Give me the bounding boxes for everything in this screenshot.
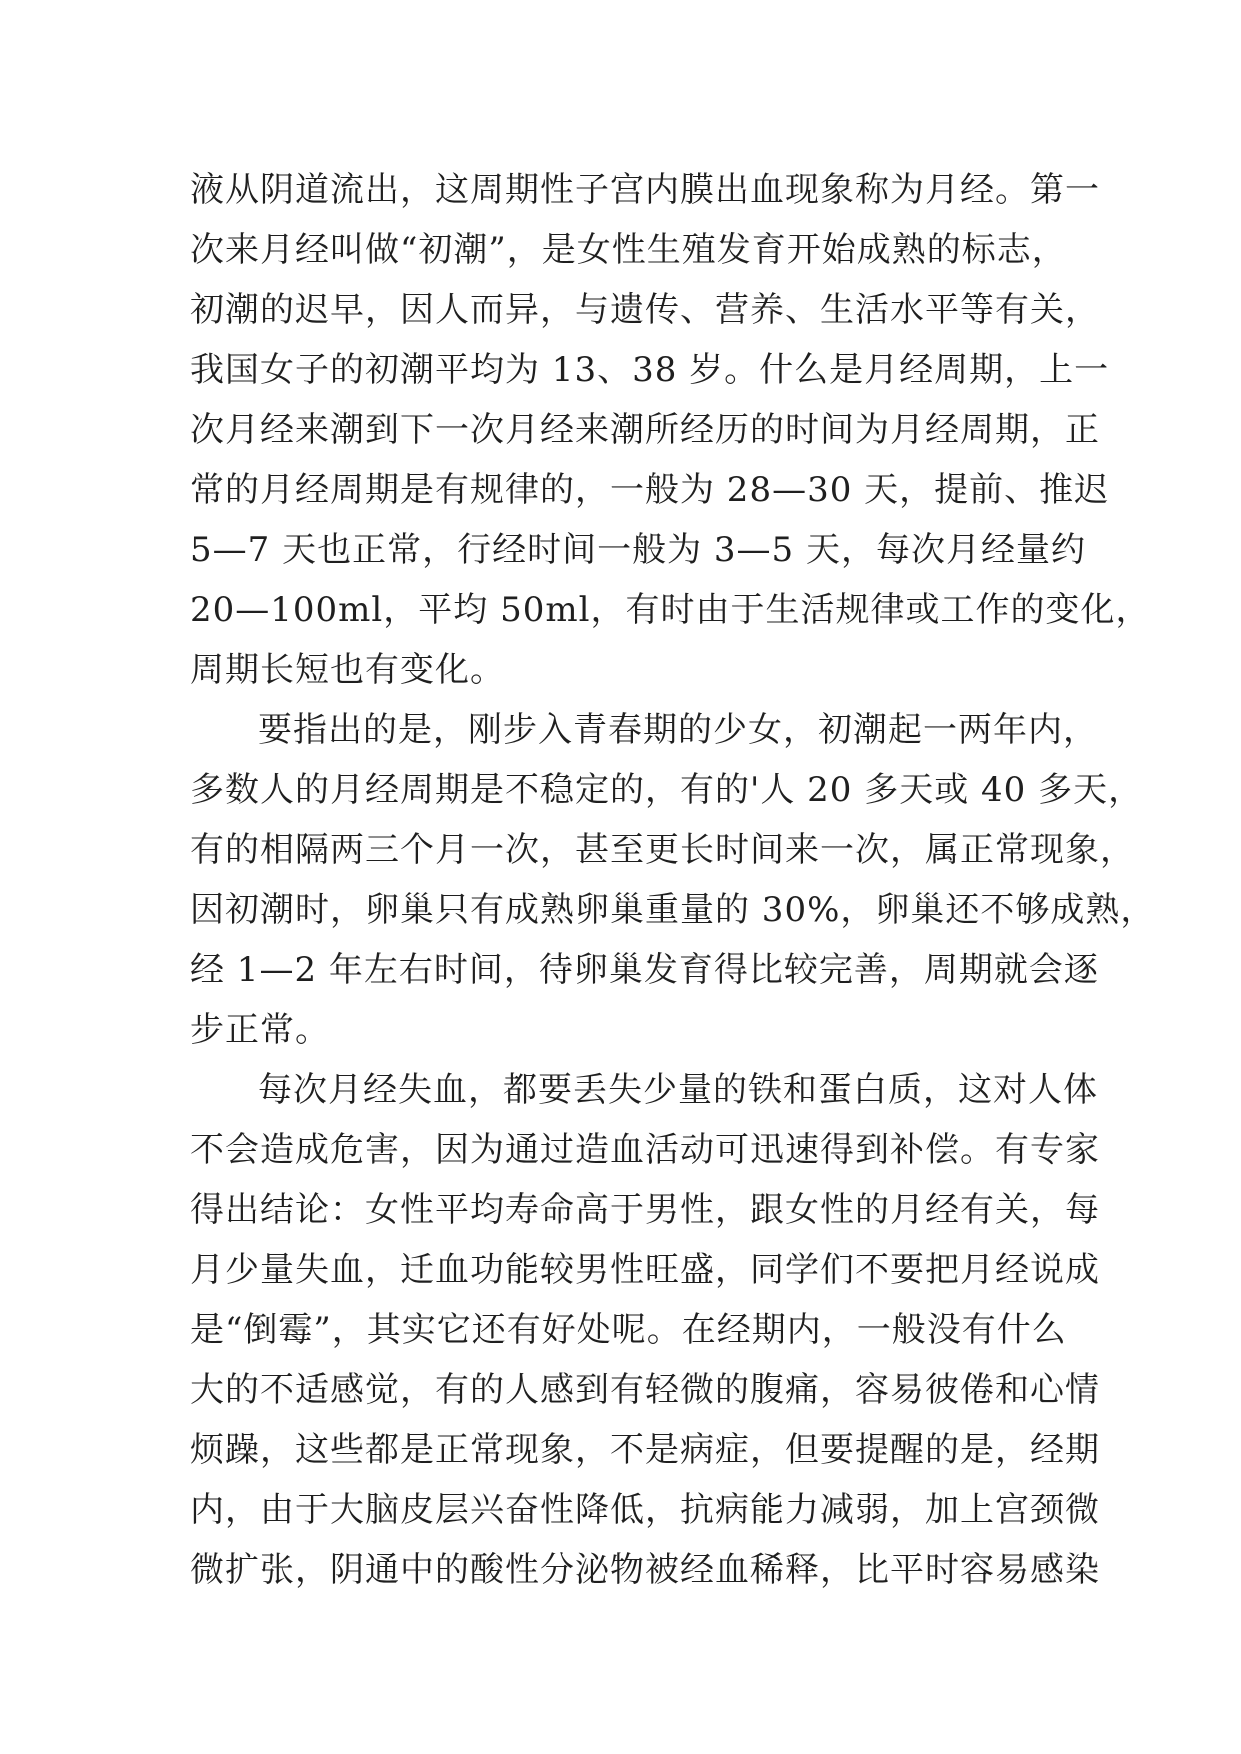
text-line: 是“倒霉”，其实它还有好处呢。在经期内，一般没有什么: [190, 1310, 1067, 1350]
text-line: 烦躁，这些都是正常现象，不是病症，但要提醒的是，经期: [190, 1430, 1100, 1470]
text-line: 经 1—2 年左右时间，待卵巢发育得比较完善，周期就会逐: [190, 950, 1099, 990]
text-line: 月少量失血，迁血功能较男性旺盛，同学们不要把月经说成: [190, 1250, 1100, 1290]
text-line: 大的不适感觉，有的人感到有轻微的腹痛，容易彼倦和心情: [190, 1370, 1100, 1410]
text-line: 初潮的迟早，因人而异，与遗传、营养、生活水平等有关，: [190, 290, 1100, 330]
text-line: 次月经来潮到下一次月经来潮所经历的时间为月经周期，正: [190, 410, 1100, 450]
text-line: 不会造成危害，因为通过造血活动可迅速得到补偿。有专家: [190, 1130, 1100, 1170]
text-line: 步正常。: [190, 1010, 330, 1050]
text-line: 因初潮时，卵巢只有成熟卵巢重量的 30%，卵巢还不够成熟，: [190, 890, 1156, 930]
text-line: 我国女子的初潮平均为 13、38 岁。什么是月经周期，上一: [190, 350, 1110, 390]
paragraph-first-line: 要指出的是，刚步入青春期的少女，初潮起一两年内，: [258, 710, 1098, 750]
text-line: 20—100ml，平均 50ml，有时由于生活规律或工作的变化，: [190, 590, 1151, 630]
text-line: 液从阴道流出，这周期性子宫内膜出血现象称为月经。第一: [190, 170, 1100, 210]
text-line: 次来月经叫做“初潮”，是女性生殖发育开始成熟的标志，: [190, 230, 1067, 270]
text-line: 微扩张，阴通中的酸性分泌物被经血稀释，比平时容易感染: [190, 1550, 1100, 1590]
text-line: 多数人的月经周期是不稳定的，有的'人 20 多天或 40 多天，: [190, 770, 1144, 810]
body-text: [190, 160, 1156, 1600]
text-line: 内，由于大脑皮层兴奋性降低，抗病能力减弱，加上宫颈微: [190, 1490, 1100, 1530]
text-line: 5—7 天也正常，行经时间一般为 3—5 天，每次月经量约: [190, 530, 1086, 570]
text-line: 常的月经周期是有规律的，一般为 28—30 天，提前、推迟: [190, 470, 1110, 510]
paragraph-first-line: 每次月经失血，都要丢失少量的铁和蛋白质，这对人体: [258, 1070, 1098, 1110]
text-line: 有的相隔两三个月一次，甚至更长时间来一次，属正常现象，: [190, 830, 1135, 870]
text-line: 周期长短也有变化。: [190, 650, 505, 690]
text-line: 得出结论：女性平均寿命高于男性，跟女性的月经有关，每: [190, 1190, 1100, 1230]
